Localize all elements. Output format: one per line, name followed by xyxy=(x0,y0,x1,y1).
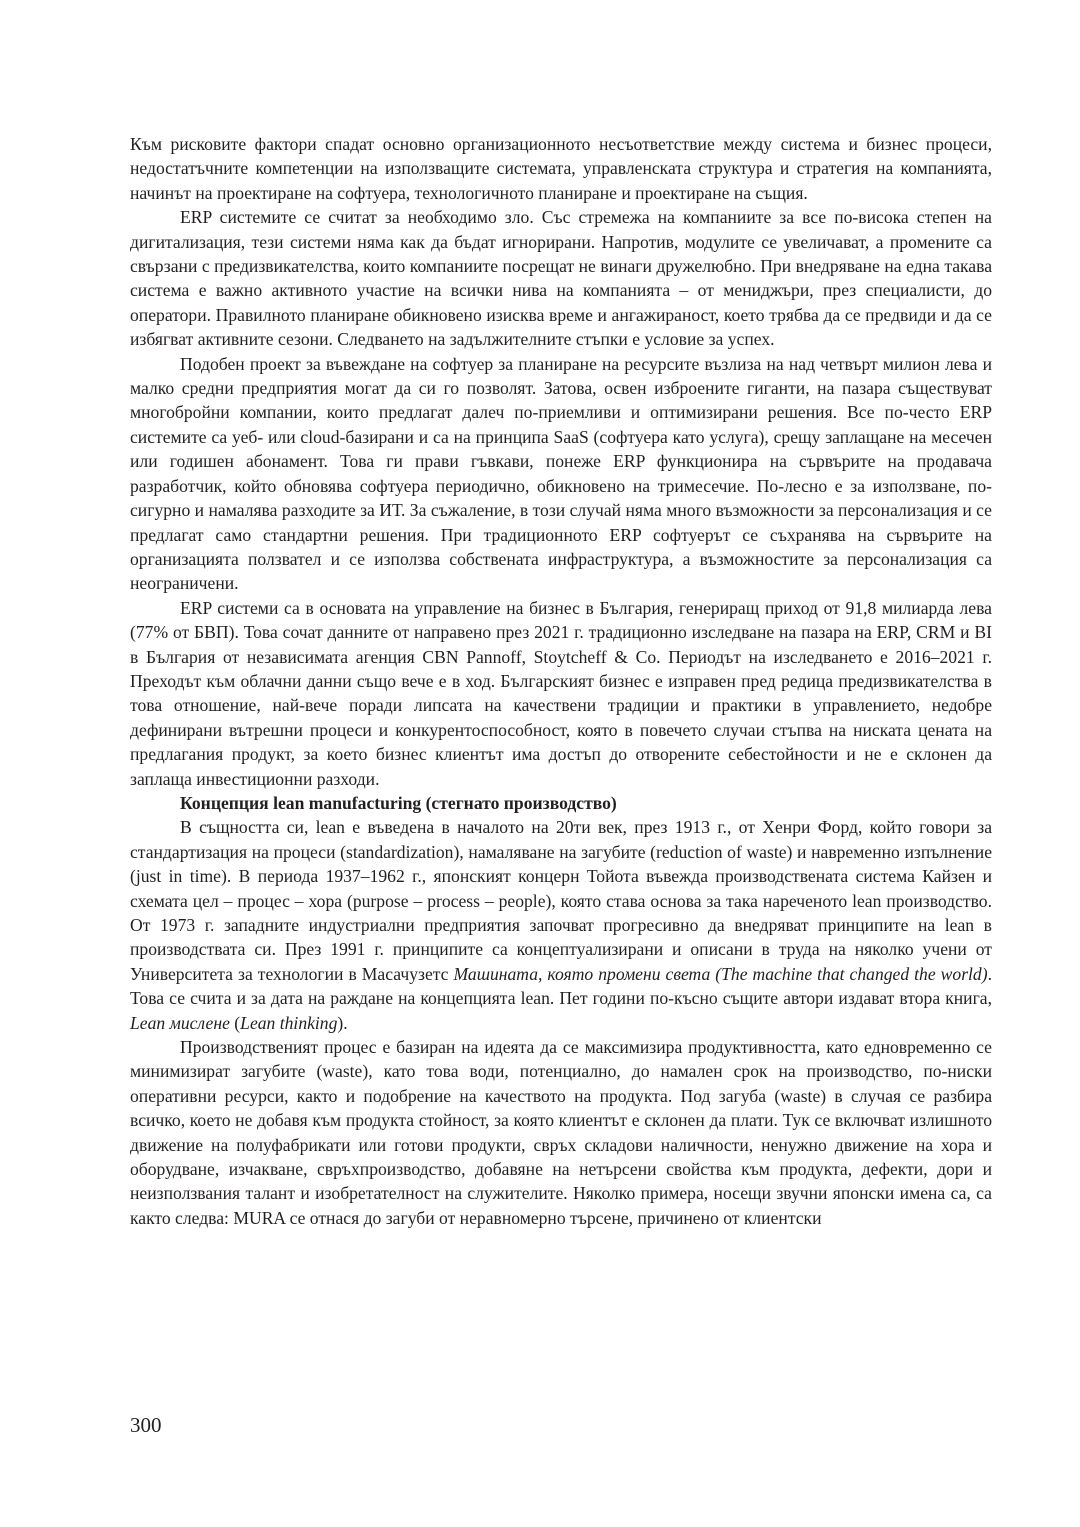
paragraph-production-waste: Производственият процес е базиран на идеята да се максимизира продуктивността, като едновременно се минимизират загубите (waste), като това води, потенциално, до намален срок на производство, по-ниски оперативни ресурси, както и подобрение на качеството на продукта. Под загуба (waste) в случая се разбира всичко, което не добавя към продукта стойност, за която клиентът е склонен да плати. Тук се включват излишното движение на полуфабрикати или готови продукти, свръх складови наличности, ненужно движение на хора и оборудване, изчакване, свръхпроизводство, добавяне на нетърсени свойства към продукта, дефекти, дори и неизползвания талант и изобретателност на служителите. Няколко примера, носещи звучни японски имена са, са както следва: MURA се отнася до загуби от неравномерно търсене, причинено от клиентски xyxy=(130,1037,992,1228)
section-heading-lean: Концепция lean manufacturing (стегнато производство) xyxy=(180,792,617,813)
book-title-machine: Машината, която промени света (The machine that changed the world) xyxy=(453,963,988,984)
paragraph-erp-bulgaria: ERP системи са в основата на управление на бизнес в България, генериращ приход от 91,8 милиарда лева (77% от БВП). Това сочат данните от направено през 2021 г. традиционно изследване на пазара на ERP, CRM и BI в България от независимата агенция CBN Pannoff, Stoytcheff & Co. Периодът на изследването е 2016–2021 г. Преходът към облачни данни също вече е в ход. Българският бизнес е изправен пред редица предизвикателства в това отношение, най-вече поради липсата на качествени традиции и практики в управлението, недобре дефинирани вътрешни процеси и конкурентоспособност, която в повечето случаи стъпва на ниската цената на предлагания продукт, за което бизнес клиентът има достъп до отворените себестойности и не е склонен да заплаща инвестиционни разходи. xyxy=(130,597,992,789)
page-number: 300 xyxy=(130,1413,162,1437)
lean-history-text-c: ( xyxy=(229,1012,241,1033)
page-body xyxy=(130,132,992,1230)
paragraph-lean-history xyxy=(130,815,992,1035)
paragraph-erp-cost-saas: Подобен проект за въвеждане на софтуер за планиране на ресурсите възлиза на над четвърт милион лева и малко средни предприятия могат да си го позволят. Затова, освен изброените гиганти, на пазара съществуват многобройни компании, които предлагат далеч по-приемливи и оптимизирани решения. Все по-често ERP системите са уеб- или cloud-базирани и са на принципа SaaS (софтуера като услуга), срещу заплащане на месечен или годишен абонамент. Това ги прави гъвкави, понеже ERP функционира на сървърите на продавача разработчик, който обновява софтуера периодично, обикновено на тримесечие. По-лесно е за използване, по-сигурно и намалява разходите за ИТ. За съжаление, в този случай няма много възможности за персонализация и се предлагат само стандартни решения. При традиционното ERP софтуерът се съхранява на сървърите на организацията ползвател и се използва собствената инфраструктура, а възможностите за персонализация са неограничени. xyxy=(130,353,992,594)
lean-history-text-b: . Това се счита и за дата на раждане на концепцията lean. Пет години по-късно същите автори издават втора книга, xyxy=(130,963,992,1009)
lean-history-text-a: В същността си, lean е въведена в началото на 20ти век, през 1913 г., от Хенри Форд, който говори за стандартизация на процеси (standardization), намаляване на загубите (reduction of waste) и навременно изпълнение (just in time). В периода 1937–1962 г., японският концерн Тойота въвежда производствената система Кайзен и схемата цел – процес – хора (purpose – process – people), която става основа за така нареченото lean производство. От 1973 г. западните индустриални предприятия започват прогресивно да внедряват принципите на lean в производствата си. През 1991 г. принципите са концептуализирани и описани в труда на няколко учени от Университета за технологии в Масачузетс xyxy=(130,817,992,984)
paragraph-erp-necessary-evil: ERP системите се считат за необходимо зло. Със стремежа на компаниите за все по-висока степен на дигитализация, тези системи няма как да бъдат игнорирани. Напротив, модулите се увеличават, а промените са свързани с предизвикателства, които компаниите посрещат не винаги дружелюбно. При внедряване на една такава система е важно активното участие на всички нива на компанията – от мениджъри, през специалисти, до оператори. Правилното планиране обикновено изисква време и ангажираност, което трябва да се предвиди и да се избягват активните сезони. Следването на задължителните стъпки е условие за успех. xyxy=(130,207,992,350)
book-title-lean-thinking-bg: Lean мислене xyxy=(130,1012,230,1033)
paragraph-risk-factors: Към рисковите фактори спадат основно организационното несъответствие между система и бизнес процеси, недостатъчните компетенции на използващите системата, управленската структура и стратегия на компанията, начинът на проектиране на софтуера, технологичното планиране и проектиране на същия. xyxy=(130,134,992,203)
lean-history-text-d: ). xyxy=(337,1012,348,1033)
book-title-lean-thinking-en: Lean thinking xyxy=(240,1012,338,1033)
